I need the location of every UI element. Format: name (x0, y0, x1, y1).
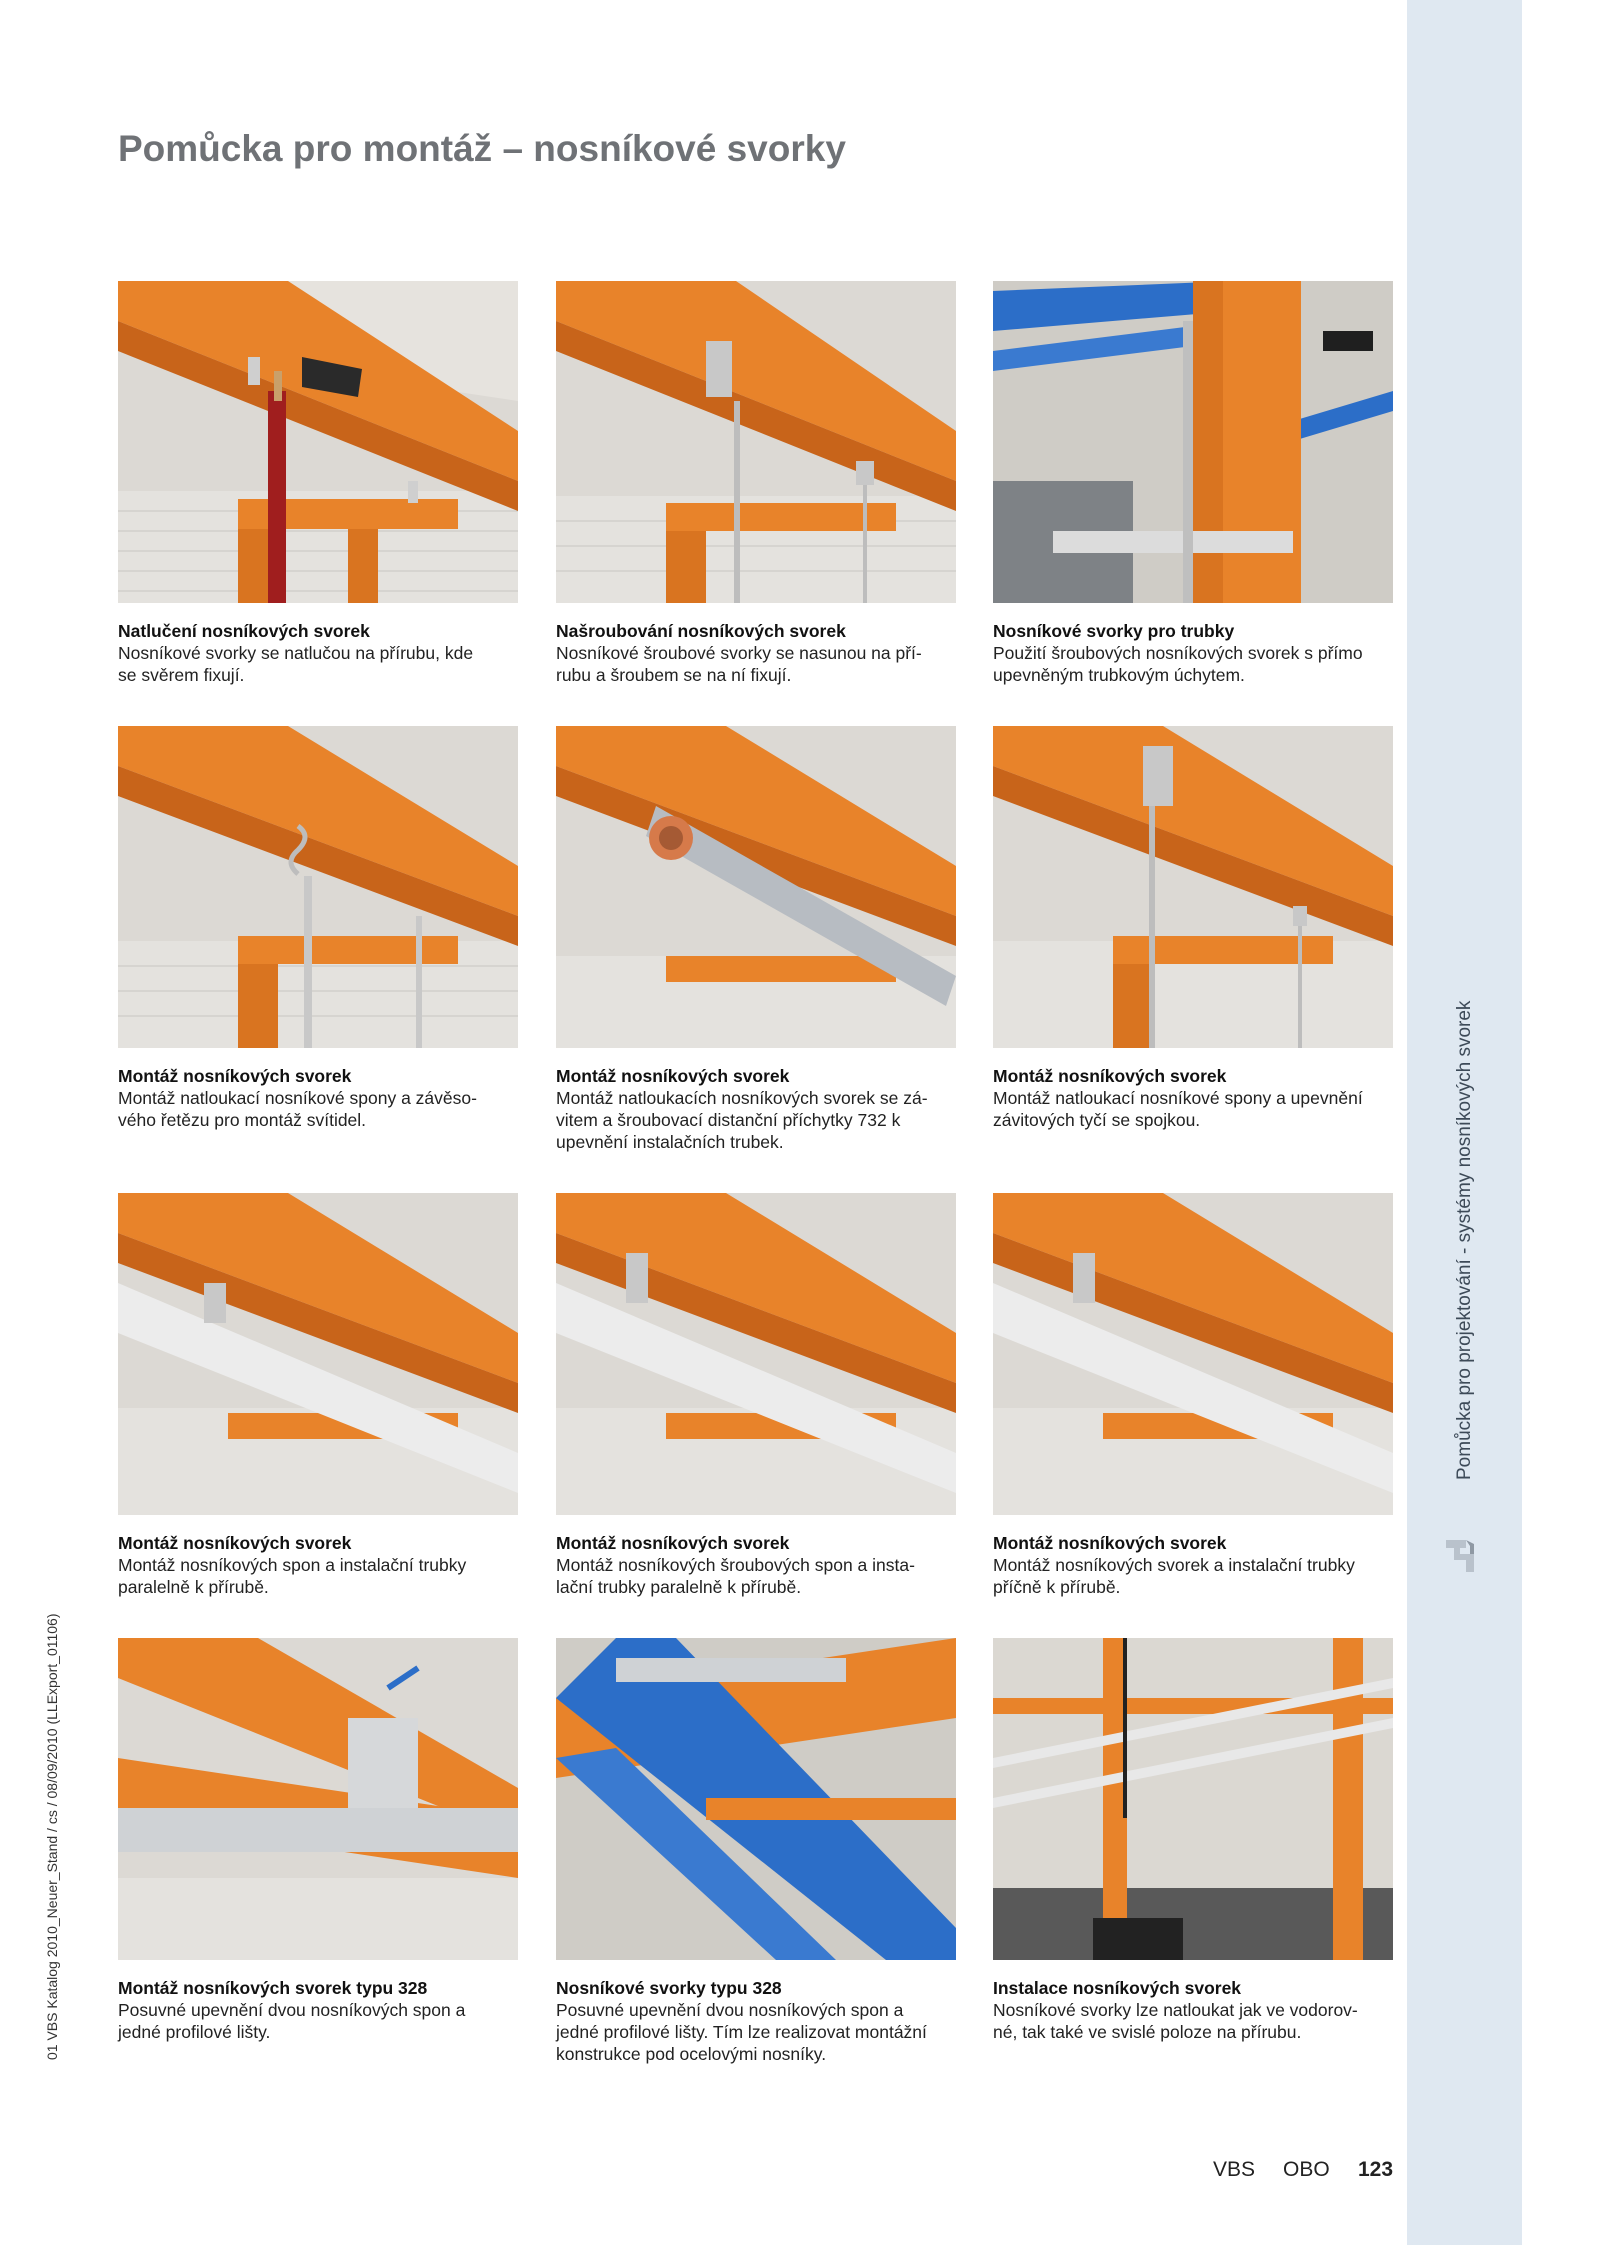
figure-4 (118, 726, 520, 1131)
item-title: Nosníkové svorky pro trubky (993, 621, 1235, 641)
figure-8 (556, 1193, 958, 1598)
figure-7 (118, 1193, 520, 1598)
item-text-line: příčně k přírubě. (993, 1577, 1121, 1597)
item-text-line: se svěrem fixují. (118, 665, 245, 685)
figure-5 (556, 726, 958, 1153)
hammer-clamp-photo (118, 281, 518, 603)
screw-parallel-pipe-photo (556, 1193, 956, 1515)
side-title: Pomůcka pro projektování - systémy nosníkových svorek (1454, 1000, 1475, 1480)
print-note: 01 VBS Katalog 2010_Neuer_Stand / cs / 08/09/2010 (LLExport_01106) (44, 1613, 60, 2060)
item-text-line: Nosníkové šroubové svorky se nasunou na pří- (556, 643, 922, 663)
item-text-line: konstrukce pod ocelovými nosníky. (556, 2044, 827, 2064)
item-title: Natlučení nosníkových svorek (118, 621, 370, 641)
item-title: Našroubování nosníkových svorek (556, 621, 846, 641)
figure-12 (993, 1638, 1395, 2043)
item-text-line: Montáž natloukací nosníkové spony a závěso- (118, 1088, 477, 1108)
distance-clip-photo (556, 726, 956, 1048)
cross-pipe-photo (993, 1193, 1393, 1515)
item-text-line: Nosníkové svorky lze natloukat jak ve vodorov- (993, 2000, 1358, 2020)
obo-clamp-logo-icon (1444, 1536, 1480, 1576)
pipe-clamp-photo (993, 281, 1393, 603)
figure-3 (993, 281, 1395, 686)
footer-brand-obo: OBO (1283, 2158, 1330, 2181)
screw-clamp-photo (556, 281, 956, 603)
item-text-line: lační trubky paralelně k přírubě. (556, 1577, 802, 1597)
item-title: Montáž nosníkových svorek (556, 1533, 790, 1553)
figure-11 (556, 1638, 958, 2065)
item-text-line: závitových tyčí se spojkou. (993, 1110, 1201, 1130)
type-328-structure-photo (556, 1638, 956, 1960)
item-title: Montáž nosníkových svorek (993, 1066, 1227, 1086)
installation-photo (993, 1638, 1393, 1960)
item-text-line: Montáž natloukací nosníkové spony a upevnění (993, 1088, 1363, 1108)
type-328-clamp-photo (118, 1638, 518, 1960)
item-text-line: Montáž nosníkových svorek a instalační trubky (993, 1555, 1355, 1575)
item-text-line: upevněným trubkovým úchytem. (993, 665, 1245, 685)
item-text-line: né, tak také ve svislé poloze na přírubu. (993, 2022, 1302, 2042)
item-text-line: Nosníkové svorky se natlučou na přírubu, kde (118, 643, 474, 663)
item-text-line: Použití šroubových nosníkových svorek s přímo (993, 643, 1363, 663)
page-number: 123 (1358, 2158, 1394, 2181)
figure-2 (556, 281, 958, 686)
item-text-line: Montáž nosníkových spon a instalační trubky (118, 1555, 467, 1575)
item-title: Montáž nosníkových svorek (118, 1533, 352, 1553)
item-title: Montáž nosníkových svorek (118, 1066, 352, 1086)
item-text-line: vitem a šroubovací distanční příchytky 732 k (556, 1110, 901, 1130)
item-text-line: Montáž natloukacích nosníkových svorek se zá- (556, 1088, 928, 1108)
parallel-pipe-photo (118, 1193, 518, 1515)
item-text-line: paralelně k přírubě. (118, 1577, 269, 1597)
item-title: Instalace nosníkových svorek (993, 1978, 1242, 1998)
item-text-line: upevnění instalačních trubek. (556, 1132, 784, 1152)
item-text-line: Posuvné upevnění dvou nosníkových spon a (556, 2000, 904, 2020)
footer-brand-vbs: VBS (1213, 2158, 1256, 2181)
item-title: Nosníkové svorky typu 328 (556, 1978, 782, 1998)
item-title: Montáž nosníkových svorek (993, 1533, 1227, 1553)
item-text-line: rubu a šroubem se na ní fixují. (556, 665, 792, 685)
figure-1 (118, 281, 520, 686)
figure-6 (993, 726, 1395, 1131)
item-title: Montáž nosníkových svorek typu 328 (118, 1978, 428, 1998)
page-title: Pomůcka pro montáž – nosníkové svorky (118, 128, 846, 169)
item-text-line: Montáž nosníkových šroubových spon a insta- (556, 1555, 915, 1575)
item-text-line: jedné profilové lišty. (118, 2022, 271, 2042)
item-text-line: jedné profilové lišty. Tím lze realizovat montážní (556, 2022, 927, 2042)
item-text-line: vého řetězu pro montáž svítidel. (118, 1110, 367, 1130)
chain-hanger-photo (118, 726, 518, 1048)
figure-9 (993, 1193, 1395, 1598)
item-title: Montáž nosníkových svorek (556, 1066, 790, 1086)
figure-10 (118, 1638, 520, 2043)
item-text-line: Posuvné upevnění dvou nosníkových spon a (118, 2000, 466, 2020)
threaded-rod-photo (993, 726, 1393, 1048)
